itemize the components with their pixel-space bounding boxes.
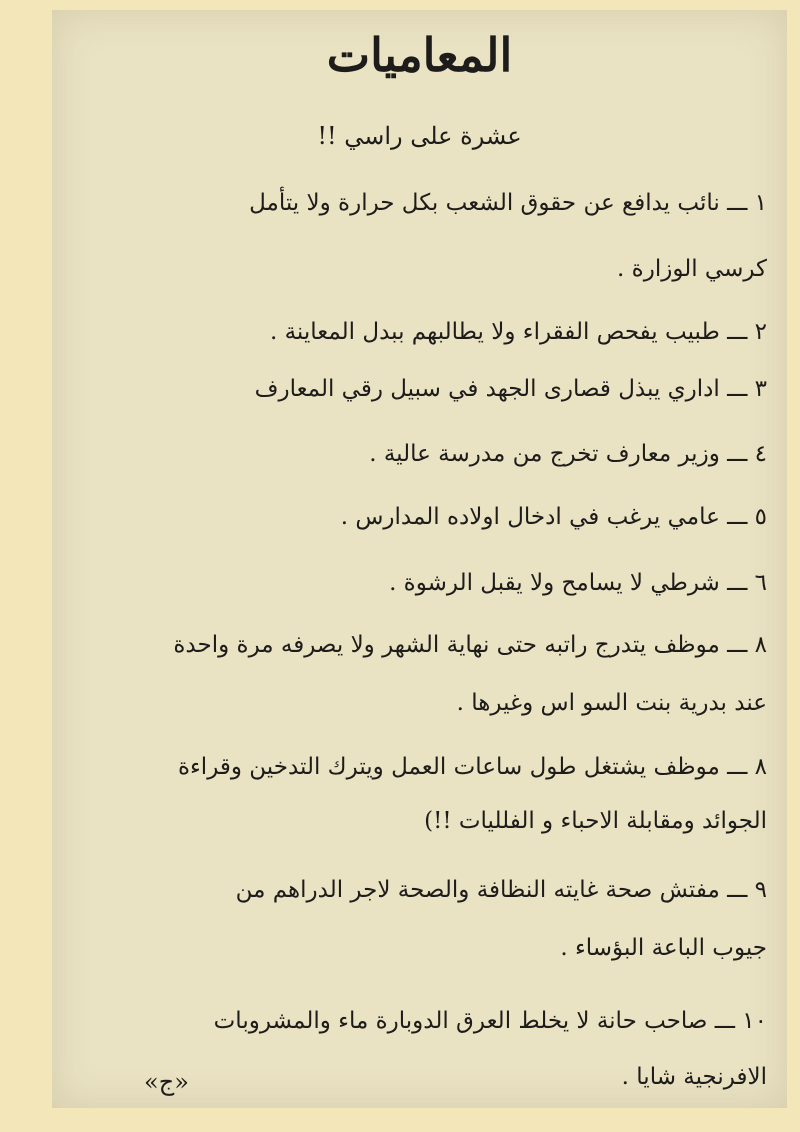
text-line-7: ٦ ـــ شرطي لا يسامح ولا يقبل الرشوة . bbox=[389, 570, 767, 596]
page-subtitle: عشرة على راسي !! bbox=[317, 122, 522, 150]
text-line-13: جيوب الباعة البؤساء . bbox=[560, 935, 767, 961]
text-line-5: ٤ ـــ وزير معارف تخرج من مدرسة عالية . bbox=[369, 441, 767, 467]
text-line-10: ٨ ـــ موظف يشتغل طول ساعات العمل ويترك التدخين وقراءة bbox=[177, 754, 767, 780]
text-line-9: عند بدرية بنت السو اس وغيرها . bbox=[456, 690, 767, 716]
signature: «ج» bbox=[144, 1068, 189, 1096]
text-line-11: الجوائد ومقابلة الاحباء و الفلليات !!) bbox=[424, 808, 767, 834]
text-line-4: ٣ ـــ اداري يبذل قصارى الجهد في سبيل رقي المعارف bbox=[254, 376, 767, 402]
text-line-1: ١ ـــ نائب يدافع عن حقوق الشعب بكل حرارة ولا يتأمل bbox=[249, 190, 767, 216]
text-line-14: ١٠ ـــ صاحب حانة لا يخلط العرق الدوبارة ماء والمشروبات bbox=[213, 1008, 767, 1034]
page-title: المعاميات bbox=[326, 28, 513, 82]
document-page bbox=[52, 10, 787, 1108]
text-line-6: ٥ ـــ عامي يرغب في ادخال اولاده المدارس . bbox=[340, 504, 767, 530]
text-line-8: ٨ ـــ موظف يتدرج راتبه حتى نهاية الشهر ولا يصرفه مرة واحدة bbox=[173, 632, 767, 658]
text-line-3: ٢ ـــ طبيب يفحص الفقراء ولا يطالبهم ببدل المعاينة . bbox=[269, 319, 767, 345]
text-line-15: الافرنجية شايا . bbox=[621, 1064, 767, 1090]
text-line-12: ٩ ـــ مفتش صحة غايته النظافة والصحة لاجر الدراهم من bbox=[235, 877, 767, 903]
text-line-2: كرسي الوزارة . bbox=[617, 256, 767, 282]
